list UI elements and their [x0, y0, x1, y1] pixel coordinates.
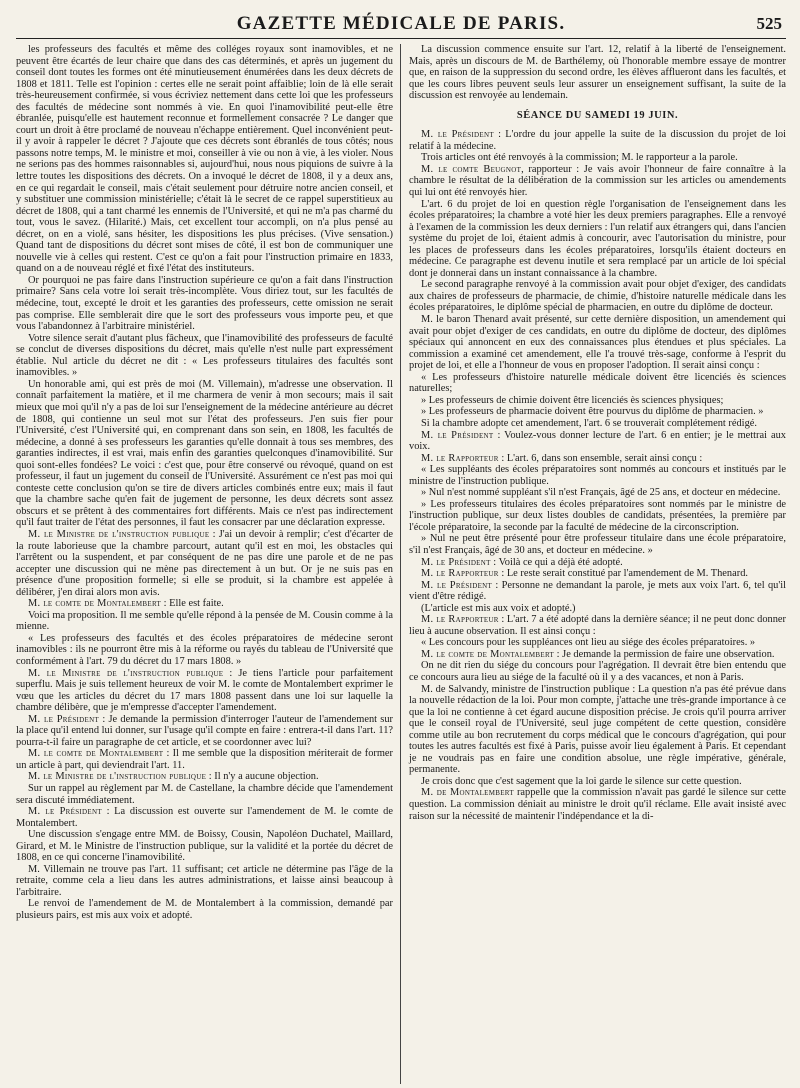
paragraph-text: : Elle est faite. [161, 598, 224, 610]
paragraph [16, 668, 393, 714]
paragraph [409, 533, 786, 556]
paragraph-text: : Voilà ce qui a déjà été adopté. [490, 556, 623, 568]
paragraph [409, 44, 786, 102]
paragraph-text: les professeurs des facultés et même des colléges royaux sont inamovibles, et ne peuvent être écartés de leur chaire que dans des cas déterminés, et après un jugement du conseil dont toutes les formes ont été minutieusement énumérées dans les deux décrets de 1808 et 1811. Telle est l'opinion : certes elle ne serait point affaiblie; loin de là elle serait très-heureusement confirmée, si vous écriviez nettement dans cette loi que les professeurs des facultés de médecine sont nommés à vie. En quoi l'inamovibilité peut-elle être ébranlée, puisqu'elle est hautement reconnue et formellement consacrée ? Le danger que court un droit à être proclamé de nouveau n'échappe entièrement. Quel inconvénient peut-il y avoir à rappeler le décret ? J'ajoute que ces décrets sont ébranlés de tous côtés; nous passons notre temps, M. le ministre et moi, conseiller à vie ou non à vie, à les violer. Nous ne serions pas des hommes raisonnables si, aujourd'hui, nous nous piquions de suivre à la lettre toutes les dispositions des décrets. On a invoqué le décret de 1808, il y a deux ans, en ce qui regardait le conseil, mais c'était seulement pour détruire notre ancien conseil, et y substituer une commission ministérielle; c'était là le secret de ce rappel superstitieux au décret de 1808, qui a tant charmé les ennemis de l'Université, et qui ne m'a pas charmé du tout, vous le savez. (Hilarité.) Mais, cet excellent tour accompli, on n'a plus pensé au décret, on en a violé, sans hésiter, les dispositions les plus précises. (Vive sensation.) Quand tant de dispositions du décret sont mises de côté, il est bon de communiquer une nouvelle vie à celles qui restent. C'est ce qu'on a fait pour l'instruction primaire en 1833, quand on a de nouveau réglé et fixé l'état des instituteurs. [16, 44, 393, 275]
paragraph [409, 614, 786, 637]
paragraph-text: : J'ai un devoir à remplir; c'est d'écarter de la route laborieuse que la chambre parcourt, autant qu'il est en moi, les obstacles qui l'arrêtent ou la suspendent, et par conséquent de ne pas dire une parole et de ne pas accepter une discussion qui ne mène pas directement à un but. Or je ne suis pas en présence d'une proposition formelle; si elle se produit, si la chambre est appelée à délibérer, j'en dirai alors mon avis. [16, 528, 394, 598]
speaker-name: M. le Président [421, 556, 491, 568]
paragraph-text: : Il me semble que la disposition mériterait de former un article à part, qui deviendrait l'art. 11. [16, 748, 394, 771]
paragraph [409, 418, 786, 430]
paragraph-text: Si la chambre adopte cet amendement, l'art. 6 se trouverait complétement rédigé. [421, 417, 757, 429]
paragraph [409, 129, 786, 152]
speaker-name: M. le Président [421, 429, 494, 441]
paragraph [16, 714, 393, 749]
paragraph-text: : Je demande la permission d'interroger l'auteur de l'amendement sur la place qu'il entend lui donner, sur l'usage qu'il compte en faire : entrera-t-il dans l'art. 11? pourra-t-il faire un paragraphe de cet article, et se coordonner avec lui? [16, 713, 393, 748]
speaker-name: M. le Ministre de l'instruction publique [28, 771, 207, 783]
left-column [16, 44, 401, 1084]
paragraph-text: » Les professeurs de chimie doivent être licenciés ès sciences physiques; [421, 394, 724, 406]
paragraph-text: : Personne ne demandant la parole, je mets aux voix l'art. 6, tel qu'il vient d'être rédigé. [409, 579, 786, 603]
paragraph-text: » Les professeurs titulaires des écoles préparatoires sont nommés par le ministre de l'instruction publique, sur deux listes doubles de candidats, présentées, la première par l'école préparatoire, la seconde par la faculté de médecine de la circonscription. [409, 498, 786, 533]
paragraph [409, 395, 786, 407]
paragraph-text: : Le reste serait constitué par l'amendement de M. Thenard. [498, 568, 748, 580]
paragraph [16, 748, 393, 771]
paragraph-text: » Nul n'est nommé suppléant s'il n'est Français, âgé de 25 ans, et docteur en médecine. [421, 487, 781, 499]
paragraph [16, 771, 393, 783]
paragraph-text: On ne dit rien du siége du concours pour l'agrégation. Il devrait être bien entendu que ce concours aura lieu au siége de la faculté où il y a des vacances, et non à Paris. [409, 660, 786, 683]
paragraph-text: » Les professeurs de pharmacie doivent être pourvus du diplôme de pharmacien. » [421, 406, 764, 418]
page-number: 525 [756, 14, 782, 33]
paragraph [409, 464, 786, 487]
paragraph [409, 637, 786, 649]
paragraph [16, 864, 393, 899]
paragraph-text: : La discussion est ouverte sur l'amendement de M. le comte de Montalembert. [16, 806, 393, 829]
paragraph [409, 499, 786, 534]
speaker-name: M. le Rapporteur [421, 452, 499, 464]
speaker-name: M. le Rapporteur [421, 614, 499, 626]
speaker-name: M. le Rapporteur [421, 568, 499, 580]
paragraph-text: rappelle que la commission n'avait pas gardé le silence sur cette question. La commission déniait au ministre le droit qu'il réclame. Elle avait insisté avec raison sur la nécessité de maintenir l'indépendance et la di- [409, 787, 786, 822]
paragraph-text: « Les suppléants des écoles préparatoires sont nommés au concours et institués par le ministre de l'instruction publique. [409, 464, 786, 487]
paragraph-text: Or pourquoi ne pas faire dans l'instruction supérieure ce qu'on a fait dans l'instruction primaire? Sans cela votre loi serait très-incomplète. Vous diriez tout, sur les facultés de médecine, tout, excepté le droit et les garanties des professeurs, cette omission ne serait pas comprise. Elle semblerait dire que le sort des professeurs vous importe peu, et que vous l'abandonnez à l'arbitraire ministériel. [16, 274, 393, 333]
paragraph-text: « Les professeurs d'histoire naturelle médicale doivent être licenciés ès sciences naturelles; [409, 371, 786, 395]
paragraph [409, 279, 786, 314]
journal-title: GAZETTE MÉDICALE DE PARIS. [236, 13, 566, 34]
paragraph-text: L'art. 6 du projet de loi en question règle l'organisation de l'enseignement dans les écoles préparatoires; la chambre a voté hier les deux premiers paragraphes. Elle a renvoyé à l'examen de la commission les deux derniers : l'un relatif aux étrangers qui, dans l'ancien système du projet de loi, étaient admis à concourir, avec l'autorisation du ministre, pour les places de professeurs dans les écoles préparatoires, lorsqu'ils étaient docteurs en médecine. Ce paragraphe est devenu inutile et sera remplacé par un article de loi spécial dont je donnerai dans un instant connaissance à la chambre. [409, 198, 786, 279]
paragraph [409, 568, 786, 580]
paragraph [409, 787, 786, 822]
paragraph-text: Le renvoi de l'amendement de M. de Montalembert à la commission, demandé par plusieurs pairs, est mis aux voix et adopté. [16, 898, 393, 922]
paragraph [16, 610, 393, 633]
paragraph-text: Un honorable ami, qui est près de moi (M. Villemain), m'adresse une observation. Il connaît parfaitement la matière, et il me charmera de venir à mon secours; mais il sait mieux que moi qu'il n'y a pas de loi sur l'enseignement de la médecine antérieure au décret de 1808, qui contienne un seul mot sur l'état des professeurs. J'en suis fier pour l'Université, c'est l'Université qui, en comprenant dans son sein, en 1808, les facultés de médecine, a donné à ses professeurs les garanties qu'elle donnait à tous ses membres, des garanties indirectes, il est vrai, mais enfin des garanties quelconques d'inamovibilité. Sur quoi sont-elles fondées? Le voici : c'est que, pour être conservé ou révoqué, quand on est professeur, il faut un jugement du conseil de l'Université. Assurément ce n'est pas moi qui conteste cette conclusion qu'on se tire de divers articles combinés entre eux; mais il faut que la chambre sache qu'en fait de jugement de personne, les deux décrets sont assez obscurs et se prêtent à des commentaires fort différents. Mais ce n'est pas indirectement qu'il faut traiter de l'état des personnes, il faut les consacrer par une déclaration expresse. [16, 378, 393, 529]
paragraph-text: « Les concours pour les suppléances ont lieu au siége des écoles préparatoires. » [421, 637, 756, 649]
speaker-name: M. le Président [421, 579, 493, 591]
paragraph-text: Votre silence serait d'autant plus fâcheux, que l'inamovibilité des professeurs de faculté se conclut de diverses dispositions du décret, mais qu'elle n'est nulle part expressément établie. Nul article du décret ne dit : « Les professeurs titulaires des facultés sont inamovibles. » [16, 332, 393, 379]
paragraph [16, 898, 393, 921]
paragraph [409, 660, 786, 683]
paragraph [409, 152, 786, 164]
text-columns [16, 44, 786, 1084]
paragraph [409, 314, 786, 372]
paragraph [16, 379, 393, 529]
paragraph-text: : Il n'y a aucune objection. [206, 771, 319, 783]
paragraph [409, 372, 786, 395]
speaker-name: M. le Président [421, 129, 494, 141]
paragraph [16, 44, 393, 275]
paragraph [409, 580, 786, 603]
paragraph [409, 557, 786, 569]
speaker-name: M. de Montalembert [421, 787, 514, 799]
paragraph [16, 829, 393, 864]
paragraph [16, 806, 393, 829]
paragraph-text: Trois articles ont été renvoyés à la commission; M. le rapporteur a la parole. [421, 152, 738, 164]
paragraph-text: Voici ma proposition. Il me semble qu'elle répond à la pensée de M. Cousin comme à la mienne. [16, 609, 393, 633]
paragraph-text: : Voulez-vous donner lecture de l'art. 6 en entier; je le mettrai aux voix. [409, 429, 786, 453]
speaker-name: M. le Ministre de l'instruction publique [28, 528, 210, 540]
paragraph-text: La discussion commence ensuite sur l'art. 12, relatif à la liberté de l'enseignement. Mais, après un discours de M. de Barthélemy, où l'honorable membre essaye de montrer que, en raison de la suppression du second ordre, les élèves afflueront dans les facultés, et que les cours libres peuvent seuls leur assurer un enseignement suffisant, la suite de la discussion est renvoyée au lendemain. [409, 44, 786, 102]
paragraph-text: M. le baron Thenard avait présenté, sur cette dernière disposition, un amendement qui avait pour objet d'exiger de ces candidats, en outre du diplôme de docteur, des diplômes spéciaux qui annoncent en eux des connaissances plus étendues et plus spéciales. La commission a examiné cet amendement, elle l'a trouvé très-sage, conforme à l'esprit du projet de loi, et elle a l'honneur de vous en proposer l'adoption. Il serait ainsi conçu : [409, 314, 786, 372]
paragraph-text: Le second paragraphe renvoyé à la commission avait pour objet d'exiger, des candidats aux chaires de professeurs de pharmacie, de chimie, d'histoire naturelle médicale dans les écoles préparatoires, le diplôme spécial de pharmacien, en outre du diplôme de docteur. [409, 279, 786, 314]
speaker-name: M. le Président [28, 806, 102, 818]
paragraph [409, 406, 786, 418]
paragraph-text: , rapporteur : Je vais avoir l'honneur de faire connaître à la chambre le résultat de la délibération de la commission sur les articles ou amendements qui lui ont été renvoyés hier. [409, 163, 786, 199]
paragraph [16, 598, 393, 610]
paragraph-text: : L'art. 7 a été adopté dans la dernière séance; il ne peut donc donner lieu à aucune observation. Il est ainsi conçu : [409, 614, 786, 637]
paragraph-text: : Je tiens l'article pour parfaitement superflu. Mais je suis tellement heureux de voir M. le comte de Montalembert exprimer le vœu que les articles du décret du 17 mars 1808 passent dans une loi sur laquelle la chambre délibère, que je m'empresse d'accepter l'amendement. [16, 667, 393, 714]
paragraph [16, 783, 393, 806]
paragraph [409, 430, 786, 453]
paragraph-text: M. Villemain ne trouve pas l'art. 11 suffisant; cet article ne détermine pas l'âge de la retraite, comme cela a lieu dans les autres administrations, et laisse ainsi beaucoup à l'arbitraire. [16, 863, 393, 898]
paragraph-text: M. de Salvandy, ministre de l'instruction publique : La question n'a pas été prévue dans la nouvelle rédaction de la loi. Pour mon compte, j'attache une très-grande importance à ce que la loi ne contienne à cet égard aucune disposition précise. Je crois qu'il pourra arriver que le conseil royal de l'Université, seul juge compétent de cette question, considère comme utile au bon recrutement du corps médical que le concours d'agrégation, qui pour toutes les autres facultés est fixé à Paris, puisse avoir lieu également à Paris. Et cependant je ne voudrais pas en faire une condition absolue, une règle impérative, générale, permanente. [409, 683, 786, 776]
paragraph [409, 603, 786, 615]
paragraph-text: : Je demande la permission de faire une observation. [554, 648, 775, 660]
paragraph-text: : L'art. 6, dans son ensemble, serait ainsi conçu : [498, 452, 703, 464]
paragraph [16, 275, 393, 333]
paragraph [409, 164, 786, 199]
paragraph [409, 453, 786, 465]
paragraph [16, 529, 393, 598]
paragraph [409, 199, 786, 280]
paragraph-text: Je crois donc que c'est sagement que la loi garde le silence sur cette question. [421, 775, 742, 787]
paragraph-text: « Les professeurs des facultés et des écoles préparatoires de médecine seront inamovibles : ils ne pourront être mis à la réforme ou rayés du tableau de l'Université que conformément à l'art. 79 du décret du 17 mars 1808. » [16, 632, 393, 667]
speaker-name: M. le comte Beugnot [421, 163, 522, 175]
speaker-name: M. le Ministre de l'instruction publique [28, 667, 224, 679]
paragraph-text: Sur un rappel au règlement par M. de Castellane, la chambre décide que l'amendement sera discuté immédiatement. [16, 783, 393, 806]
right-column [401, 44, 786, 1084]
paragraph [409, 649, 786, 661]
paragraph [409, 684, 786, 776]
paragraph-text: : L'ordre du jour appelle la suite de la discussion du projet de loi relatif à la médecine. [409, 129, 786, 152]
paragraph-text: Une discussion s'engage entre MM. de Boissy, Cousin, Napoléon Duchatel, Maillard, Girard, et M. le Ministre de l'instruction publique, sur la validité et la portée du décret de 1808, en ce qui concerne l'inamovibilité. [16, 829, 393, 864]
paragraph-text: (L'article est mis aux voix et adopté.) [421, 602, 576, 614]
paragraph [409, 776, 786, 788]
speaker-name: M. le comte de Montalembert [28, 748, 164, 760]
speaker-name: M. le comte de Montalembert [421, 648, 555, 660]
speaker-name: M. le comte de Montalembert [28, 598, 162, 610]
speaker-name: M. le Président [28, 713, 100, 725]
paragraph [409, 487, 786, 499]
paragraph [16, 333, 393, 379]
page-header [16, 0, 786, 39]
section-heading: SÉANCE DU SAMEDI 19 JUIN. [516, 109, 679, 121]
paragraph-text: » Nul ne peut être présenté pour être professeur titulaire dans une école préparatoire, s'il n'est Français, âgé de 30 ans, et docteur en médecine. » [409, 533, 786, 556]
paragraph [16, 633, 393, 668]
